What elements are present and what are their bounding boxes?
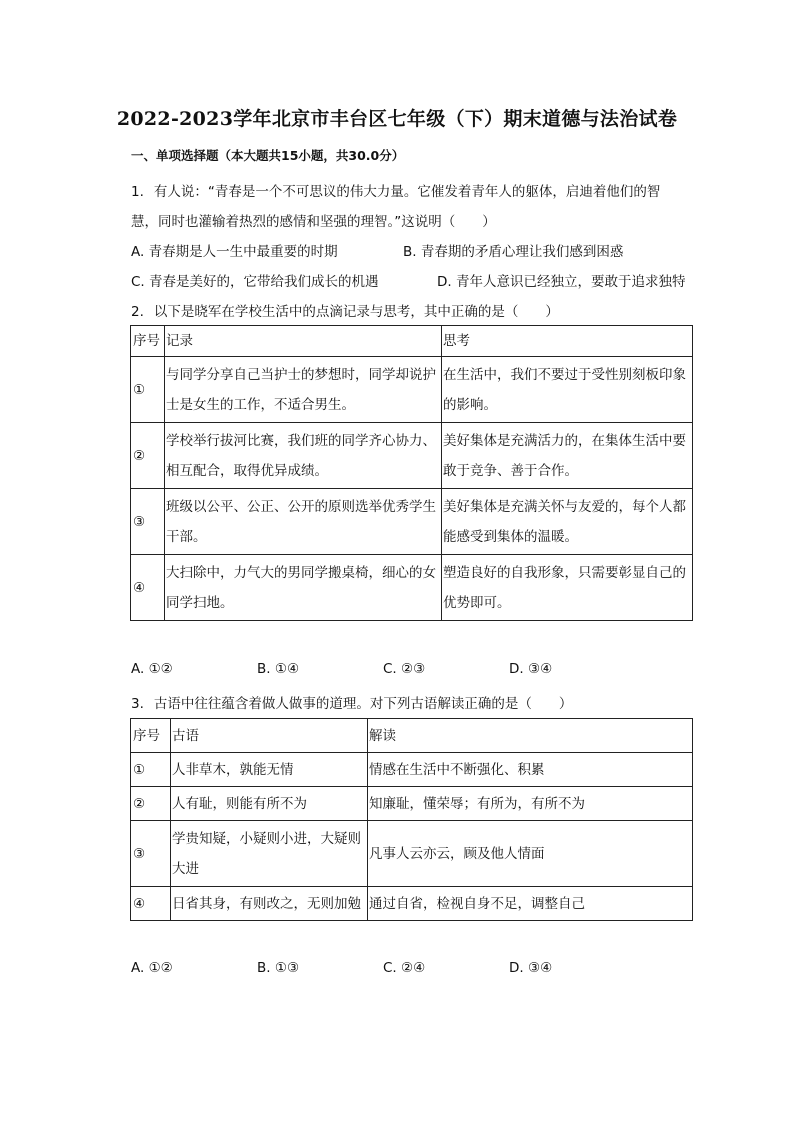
- table-row: [131, 489, 693, 555]
- interpretation-cell: 知廉耻，懂荣辱；有所为，有所不为: [368, 787, 693, 821]
- saying-cell: 人有耻，则能有所不为: [171, 787, 368, 821]
- record-cell: 与同学分享自己当护士的梦想时，同学却说护 士是女生的工作，不适合男生。: [165, 357, 442, 423]
- table-row: [131, 357, 693, 423]
- row-index: ②: [131, 787, 171, 821]
- option-a[interactable]: A. 青春期是人一生中最重要的时期: [131, 244, 338, 260]
- question-2-table: [130, 325, 693, 621]
- option-b[interactable]: B. ①③: [257, 960, 300, 976]
- table-row: [131, 821, 693, 887]
- option-c[interactable]: C. ②④: [383, 960, 426, 976]
- row-index: ④: [131, 887, 171, 921]
- question-3-table: [130, 718, 693, 921]
- header-saying: 古语: [171, 719, 368, 753]
- interpretation-cell: 通过自省，检视自身不足，调整自己: [368, 887, 693, 921]
- header-thought: 思考: [442, 326, 693, 357]
- header-index: 序号: [131, 719, 171, 753]
- thought-cell: 美好集体是充满活力的，在集体生活中要 敢于竞争、善于合作。: [442, 423, 693, 489]
- record-cell: 学校举行拔河比赛，我们班的同学齐心协力、 相互配合，取得优异成绩。: [165, 423, 442, 489]
- row-index: ③: [131, 821, 171, 887]
- header-index: 序号: [131, 326, 165, 357]
- interpretation-cell: 凡事人云亦云，顾及他人情面: [368, 821, 693, 887]
- saying-cell: 学贵知疑，小疑则小进，大疑则 大进: [171, 821, 368, 887]
- option-d[interactable]: D. ③④: [509, 661, 553, 677]
- question-text: 有人说：“青春是一个不可思议的伟大力量。它催发着青年人的躯体，启迪着他们的智: [153, 184, 661, 200]
- option-b[interactable]: B. ①④: [257, 661, 300, 677]
- row-index: ①: [131, 753, 171, 787]
- option-c[interactable]: C. ②③: [383, 661, 426, 677]
- question-3-stem: [131, 692, 572, 712]
- option-a[interactable]: A. ①②: [131, 960, 173, 976]
- row-index: ④: [131, 555, 165, 621]
- table-row: [131, 423, 693, 489]
- question-2-stem: [131, 300, 559, 320]
- header-record: 记录: [165, 326, 442, 357]
- option-d[interactable]: D. ③④: [509, 960, 553, 976]
- question-text: 以下是晓军在学校生活中的点滴记录与思考，其中正确的是（ ）: [153, 304, 559, 320]
- question-text: 古语中往往蕴含着做人做事的道理。对下列古语解读正确的是（ ）: [153, 696, 573, 712]
- question-number: 3.: [131, 696, 144, 712]
- thought-cell: 在生活中，我们不要过于受性别刻板印象 的影响。: [442, 357, 693, 423]
- thought-cell: 塑造良好的自我形象，只需要彰显自己的 优势即可。: [442, 555, 693, 621]
- interpretation-cell: 情感在生活中不断强化、积累: [368, 753, 693, 787]
- header-interpretation: 解读: [368, 719, 693, 753]
- row-index: ③: [131, 489, 165, 555]
- record-cell: 大扫除中，力气大的男同学搬桌椅，细心的女 同学扫地。: [165, 555, 442, 621]
- saying-cell: 日省其身，有则改之，无则加勉: [171, 887, 368, 921]
- row-index: ①: [131, 357, 165, 423]
- table-header-row: [131, 719, 693, 753]
- table-header-row: [131, 326, 693, 357]
- option-c[interactable]: C. 青春是美好的，它带给我们成长的机遇: [131, 274, 379, 290]
- table-row: [131, 555, 693, 621]
- saying-cell: 人非草木，孰能无情: [171, 753, 368, 787]
- question-number: 2.: [131, 304, 144, 320]
- row-index: ②: [131, 423, 165, 489]
- question-1-line-2: 慧，同时也灌输着热烈的感情和坚强的理智。”这说明（ ）: [131, 214, 496, 230]
- record-cell: 班级以公平、公正、公开的原则选举优秀学生 干部。: [165, 489, 442, 555]
- question-number: 1.: [131, 184, 144, 200]
- table-row: [131, 753, 693, 787]
- section-heading: 一、单项选择题（本大题共15小题，共30.0分）: [131, 148, 405, 163]
- option-a[interactable]: A. ①②: [131, 661, 173, 677]
- option-b[interactable]: B. 青春期的矛盾心理让我们感到困惑: [403, 244, 624, 260]
- page-title: 2022-2023学年北京市丰台区七年级（下）期末道德与法治试卷: [116, 108, 678, 130]
- table-row: [131, 887, 693, 921]
- option-d[interactable]: D. 青年人意识已经独立，要敢于追求独特: [437, 274, 686, 290]
- table-row: [131, 787, 693, 821]
- question-1-line-1: [131, 180, 660, 200]
- thought-cell: 美好集体是充满关怀与友爱的，每个人都 能感受到集体的温暖。: [442, 489, 693, 555]
